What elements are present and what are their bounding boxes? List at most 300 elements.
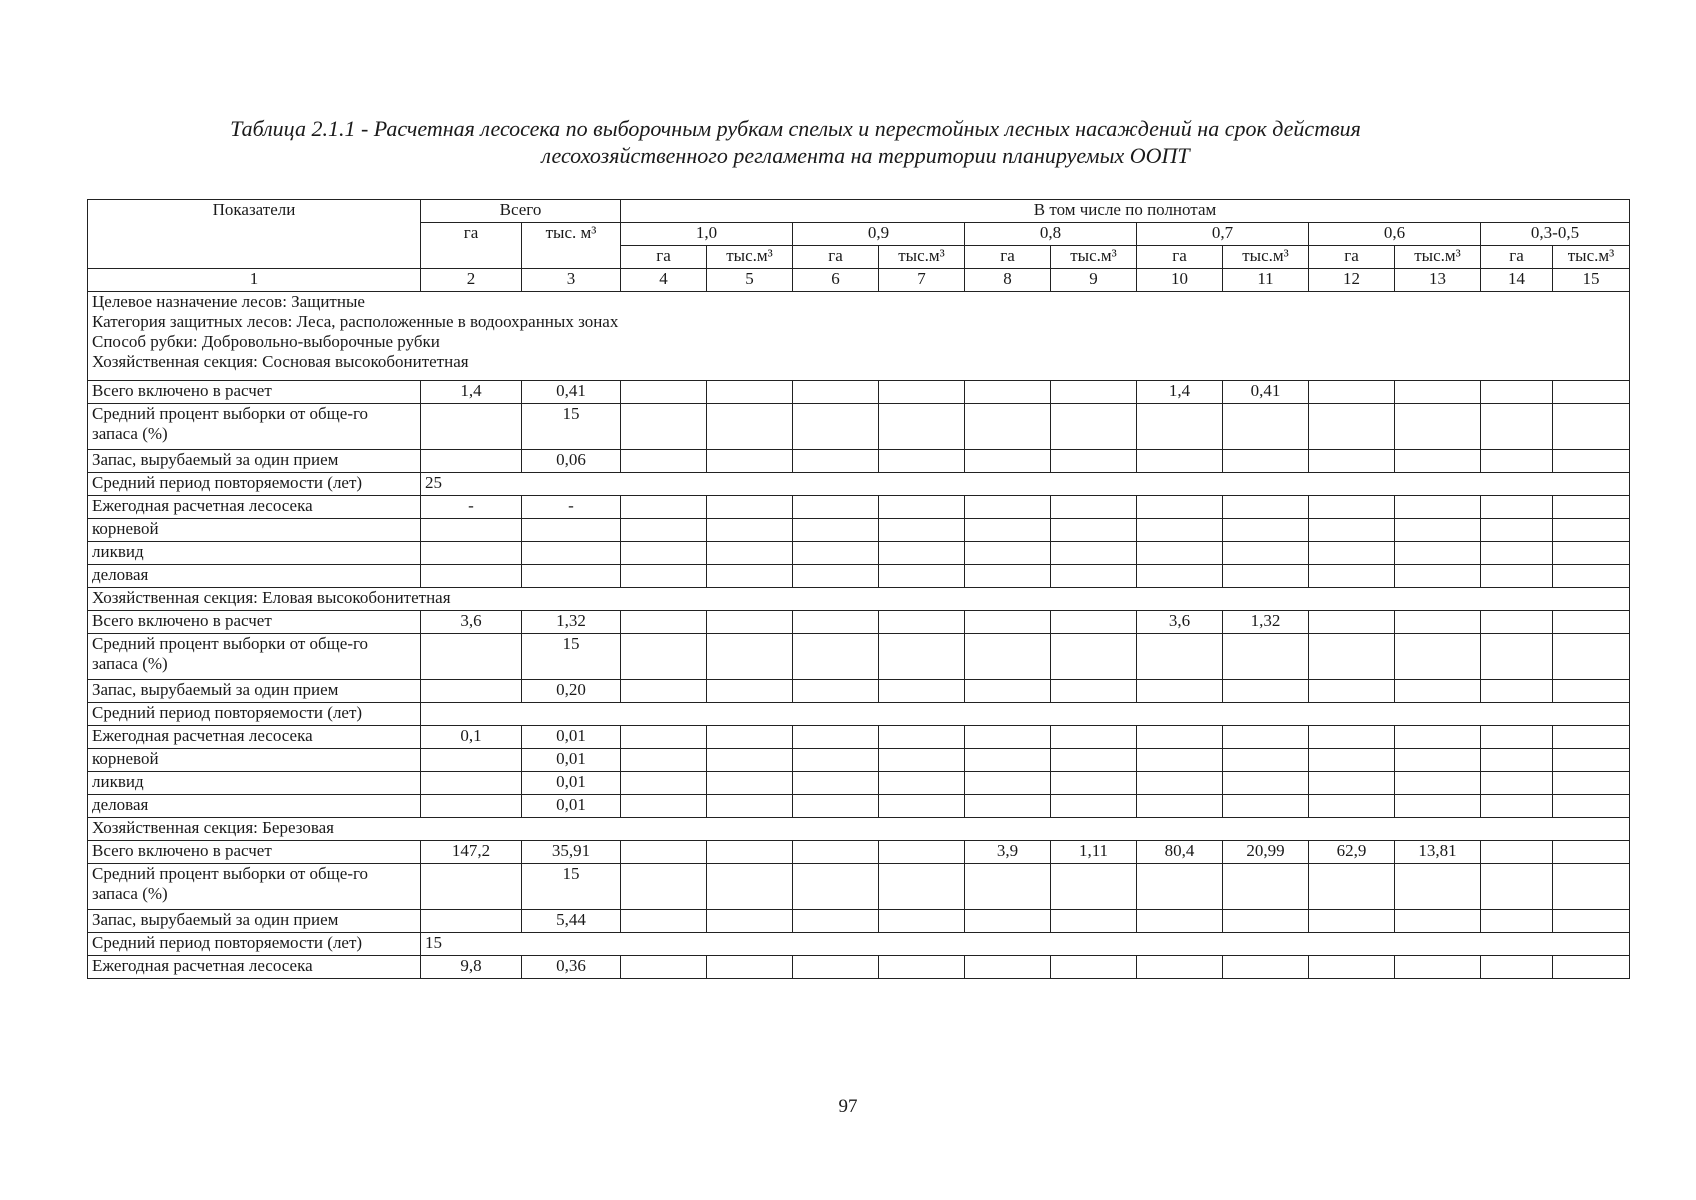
- cell-col-12: [1309, 772, 1395, 795]
- header-volume: тыс.м³: [1223, 246, 1309, 269]
- cell-col-6: [793, 519, 879, 542]
- cell-col-14: [1481, 749, 1553, 772]
- cell-col-2: [421, 542, 522, 565]
- cell-col-11: 1,32: [1223, 611, 1309, 634]
- table-row: [88, 473, 1630, 496]
- cell-col-14: [1481, 450, 1553, 473]
- cell-col-6: [793, 611, 879, 634]
- cell-col-14: [1481, 795, 1553, 818]
- column-number: 1: [88, 269, 421, 292]
- table-row: [88, 680, 1630, 703]
- cell-col-10: [1137, 680, 1223, 703]
- cell-col-15: [1553, 611, 1630, 634]
- header-total: Всего: [421, 200, 621, 223]
- cell-col-4: [621, 841, 707, 864]
- column-number: 5: [707, 269, 793, 292]
- cell-col-4: [621, 381, 707, 404]
- cell-col-12: [1309, 565, 1395, 588]
- cell-col-9: [1051, 381, 1137, 404]
- cell-col-4: [621, 404, 707, 450]
- cell-col-15: [1553, 680, 1630, 703]
- table-row: [88, 450, 1630, 473]
- cell-col-13: [1395, 565, 1481, 588]
- cell-col-7: [879, 404, 965, 450]
- cell-col-7: [879, 381, 965, 404]
- column-number: 2: [421, 269, 522, 292]
- cell-col-12: [1309, 956, 1395, 979]
- row-label: Средний процент выборки от обще-го запаса (%): [88, 864, 421, 910]
- row-label: Запас, вырубаемый за один прием: [88, 910, 421, 933]
- cell-col-9: [1051, 680, 1137, 703]
- header-indicators: Показатели: [88, 200, 421, 269]
- row-label: Запас, вырубаемый за один прием: [88, 450, 421, 473]
- cell-col-9: [1051, 864, 1137, 910]
- intro-section: [92, 352, 1625, 372]
- cell-col-2: [421, 795, 522, 818]
- header-ga: га: [1137, 246, 1223, 269]
- column-number-row: [88, 269, 1630, 292]
- cell-col-6: [793, 910, 879, 933]
- cell-col-3: [522, 565, 621, 588]
- cell-col-6: [793, 496, 879, 519]
- cell-col-7: [879, 864, 965, 910]
- cell-col-7: [879, 956, 965, 979]
- cell-col-6: [793, 772, 879, 795]
- cell-col-10: 1,4: [1137, 381, 1223, 404]
- cell-col-3: -: [522, 496, 621, 519]
- cell-col-7: [879, 749, 965, 772]
- cell-col-9: [1051, 795, 1137, 818]
- cell-col-9: [1051, 749, 1137, 772]
- cell-col-4: [621, 542, 707, 565]
- cell-col-13: [1395, 542, 1481, 565]
- cell-col-4: [621, 680, 707, 703]
- table-row: [88, 726, 1630, 749]
- row-span-value: [421, 703, 1630, 726]
- cell-col-13: [1395, 611, 1481, 634]
- header-ga: га: [1481, 246, 1553, 269]
- cell-col-2: 9,8: [421, 956, 522, 979]
- header-row-1: [88, 200, 1630, 223]
- cell-col-3: 0,01: [522, 772, 621, 795]
- cell-col-11: [1223, 795, 1309, 818]
- row-label: Средний процент выборки от обще-го запаса (%): [88, 634, 421, 680]
- cell-col-13: [1395, 450, 1481, 473]
- cell-col-8: [965, 680, 1051, 703]
- cell-col-3: 0,01: [522, 795, 621, 818]
- cell-col-15: [1553, 404, 1630, 450]
- row-label: Всего включено в расчет: [88, 381, 421, 404]
- row-label: корневой: [88, 749, 421, 772]
- cell-col-2: [421, 910, 522, 933]
- cell-col-10: [1137, 542, 1223, 565]
- cell-col-12: 62,9: [1309, 841, 1395, 864]
- cell-col-2: [421, 450, 522, 473]
- cell-col-11: [1223, 496, 1309, 519]
- header-volume: тыс.м³: [707, 246, 793, 269]
- cell-col-9: [1051, 404, 1137, 450]
- cell-col-8: [965, 542, 1051, 565]
- cell-col-12: [1309, 496, 1395, 519]
- header-ga: га: [621, 246, 707, 269]
- cell-col-10: [1137, 772, 1223, 795]
- cell-col-9: [1051, 611, 1137, 634]
- cell-col-15: [1553, 956, 1630, 979]
- cell-col-7: [879, 496, 965, 519]
- column-number: 14: [1481, 269, 1553, 292]
- cell-col-8: [965, 519, 1051, 542]
- cell-col-8: [965, 864, 1051, 910]
- cell-col-12: [1309, 611, 1395, 634]
- table-row: [88, 841, 1630, 864]
- cell-col-8: [965, 749, 1051, 772]
- cell-col-9: [1051, 956, 1137, 979]
- cell-col-15: [1553, 634, 1630, 680]
- table-row: [88, 381, 1630, 404]
- cell-col-8: [965, 404, 1051, 450]
- row-label: Ежегодная расчетная лесосека: [88, 956, 421, 979]
- cell-col-15: [1553, 565, 1630, 588]
- row-label: деловая: [88, 565, 421, 588]
- cell-col-14: [1481, 519, 1553, 542]
- header-density-4: 0,7: [1137, 223, 1309, 246]
- cell-col-2: [421, 749, 522, 772]
- table-row: [88, 910, 1630, 933]
- cell-col-9: [1051, 726, 1137, 749]
- header-density-6: 0,3-0,5: [1481, 223, 1630, 246]
- cell-col-14: [1481, 496, 1553, 519]
- header-ga: га: [793, 246, 879, 269]
- cell-col-10: [1137, 726, 1223, 749]
- cell-col-10: [1137, 956, 1223, 979]
- cell-col-4: [621, 450, 707, 473]
- cell-col-5: [707, 910, 793, 933]
- cell-col-2: 3,6: [421, 611, 522, 634]
- cell-col-8: [965, 726, 1051, 749]
- cell-col-13: [1395, 910, 1481, 933]
- cell-col-9: [1051, 910, 1137, 933]
- row-label: деловая: [88, 795, 421, 818]
- header-ga: га: [965, 246, 1051, 269]
- cell-col-7: [879, 795, 965, 818]
- cell-col-15: [1553, 450, 1630, 473]
- cell-col-13: [1395, 726, 1481, 749]
- cell-col-5: [707, 772, 793, 795]
- cell-col-10: [1137, 864, 1223, 910]
- row-span-value: 25: [421, 473, 1630, 496]
- cell-col-6: [793, 864, 879, 910]
- cell-col-6: [793, 841, 879, 864]
- cell-col-13: [1395, 680, 1481, 703]
- row-label: Средний период повторяемости (лет): [88, 703, 421, 726]
- cell-col-8: [965, 450, 1051, 473]
- cell-col-12: [1309, 519, 1395, 542]
- intro-section-text: Хозяйственная секция: Сосновая высо: [92, 352, 371, 371]
- cell-col-8: [965, 634, 1051, 680]
- cell-col-13: [1395, 519, 1481, 542]
- cell-col-3: [522, 542, 621, 565]
- cell-col-15: [1553, 795, 1630, 818]
- cell-col-5: [707, 565, 793, 588]
- column-number: 15: [1553, 269, 1630, 292]
- header-density-2: 0,9: [793, 223, 965, 246]
- section-title: Хозяйственная секция: Еловая высокобонитетная: [88, 588, 1630, 611]
- cell-col-11: [1223, 565, 1309, 588]
- cell-col-7: [879, 542, 965, 565]
- cell-col-13: [1395, 381, 1481, 404]
- row-label: Ежегодная расчетная лесосека: [88, 726, 421, 749]
- cell-col-15: [1553, 910, 1630, 933]
- cell-col-10: [1137, 910, 1223, 933]
- table-row: [88, 634, 1630, 680]
- cell-col-14: [1481, 726, 1553, 749]
- cell-col-12: [1309, 726, 1395, 749]
- cell-col-5: [707, 381, 793, 404]
- column-number: 9: [1051, 269, 1137, 292]
- cell-col-7: [879, 772, 965, 795]
- cell-col-6: [793, 542, 879, 565]
- cell-col-2: [421, 772, 522, 795]
- cell-col-10: 3,6: [1137, 611, 1223, 634]
- cell-col-14: [1481, 542, 1553, 565]
- cell-col-14: [1481, 611, 1553, 634]
- column-number: 7: [879, 269, 965, 292]
- cell-col-13: [1395, 956, 1481, 979]
- cell-col-11: [1223, 956, 1309, 979]
- cell-col-3: 15: [522, 864, 621, 910]
- cell-col-7: [879, 726, 965, 749]
- cell-col-11: [1223, 726, 1309, 749]
- cell-col-13: [1395, 772, 1481, 795]
- cell-col-9: [1051, 772, 1137, 795]
- header-total-ga: га: [421, 223, 522, 269]
- column-number: 12: [1309, 269, 1395, 292]
- cell-col-13: [1395, 749, 1481, 772]
- cell-col-13: [1395, 496, 1481, 519]
- cell-col-6: [793, 381, 879, 404]
- cell-col-12: [1309, 910, 1395, 933]
- cell-col-2: [421, 519, 522, 542]
- cell-col-4: [621, 634, 707, 680]
- caption-line-1: Таблица 2.1.1 - Расчетная лесосека по выборочным рубкам спелых и перестойных лесных насаждений на срок действия: [230, 116, 1361, 141]
- header-ga: га: [1309, 246, 1395, 269]
- cell-col-15: [1553, 864, 1630, 910]
- table-row: [88, 933, 1630, 956]
- intro-purpose: Целевое назначение лесов: Защитные: [92, 292, 365, 311]
- cell-col-11: [1223, 749, 1309, 772]
- row-label: Средний период повторяемости (лет): [88, 473, 421, 496]
- section-title: Хозяйственная секция: Березовая: [88, 818, 1630, 841]
- cell-col-2: 0,1: [421, 726, 522, 749]
- cell-col-3: 0,01: [522, 749, 621, 772]
- table-row: [88, 565, 1630, 588]
- caption-line-2: лесохозяйственного регламента на территории планируемых ООПТ: [541, 143, 1190, 168]
- cell-col-5: [707, 726, 793, 749]
- cell-col-14: [1481, 910, 1553, 933]
- cell-col-2: 1,4: [421, 381, 522, 404]
- cell-col-10: [1137, 450, 1223, 473]
- cell-col-2: [421, 565, 522, 588]
- cell-col-2: 147,2: [421, 841, 522, 864]
- row-label: Запас, вырубаемый за один прием: [88, 680, 421, 703]
- cell-col-12: [1309, 864, 1395, 910]
- cell-col-9: [1051, 565, 1137, 588]
- cell-col-4: [621, 772, 707, 795]
- page-number: 97: [838, 1096, 858, 1117]
- row-label: Всего включено в расчет: [88, 841, 421, 864]
- allowable-cut-table: [87, 199, 1630, 979]
- cell-col-2: [421, 864, 522, 910]
- cell-col-9: 1,11: [1051, 841, 1137, 864]
- cell-col-5: [707, 496, 793, 519]
- cell-col-5: [707, 956, 793, 979]
- cell-col-14: [1481, 381, 1553, 404]
- cell-col-14: [1481, 634, 1553, 680]
- section-title-row: [88, 818, 1630, 841]
- cell-col-6: [793, 726, 879, 749]
- cell-col-3: 0,20: [522, 680, 621, 703]
- column-number: 11: [1223, 269, 1309, 292]
- cell-col-14: [1481, 680, 1553, 703]
- table-row: [88, 404, 1630, 450]
- table-row: [88, 772, 1630, 795]
- cell-col-9: [1051, 496, 1137, 519]
- cell-col-6: [793, 565, 879, 588]
- cell-col-6: [793, 795, 879, 818]
- table-row: [88, 542, 1630, 565]
- cell-col-6: [793, 749, 879, 772]
- cell-col-2: -: [421, 496, 522, 519]
- header-volume: тыс.м³: [879, 246, 965, 269]
- cell-col-5: [707, 864, 793, 910]
- cell-col-7: [879, 565, 965, 588]
- table-caption: [0, 115, 1696, 169]
- cell-col-3: 35,91: [522, 841, 621, 864]
- cell-col-9: [1051, 542, 1137, 565]
- cell-col-14: [1481, 772, 1553, 795]
- cell-col-11: [1223, 542, 1309, 565]
- cell-col-5: [707, 519, 793, 542]
- column-number: 13: [1395, 269, 1481, 292]
- cell-col-2: [421, 680, 522, 703]
- cell-col-6: [793, 404, 879, 450]
- cell-col-4: [621, 496, 707, 519]
- cell-col-11: [1223, 634, 1309, 680]
- header-volume: тыс.м³: [1395, 246, 1481, 269]
- table-row: [88, 864, 1630, 910]
- cell-col-11: [1223, 864, 1309, 910]
- cell-col-10: [1137, 749, 1223, 772]
- cell-col-15: [1553, 749, 1630, 772]
- row-label: корневой: [88, 519, 421, 542]
- cell-col-12: [1309, 542, 1395, 565]
- cell-col-5: [707, 634, 793, 680]
- cell-col-8: 3,9: [965, 841, 1051, 864]
- cell-col-9: [1051, 519, 1137, 542]
- cell-col-14: [1481, 404, 1553, 450]
- cell-col-8: [965, 772, 1051, 795]
- cell-col-5: [707, 795, 793, 818]
- cell-col-11: [1223, 910, 1309, 933]
- cell-col-13: [1395, 795, 1481, 818]
- cell-col-3: 15: [522, 634, 621, 680]
- cell-col-3: 5,44: [522, 910, 621, 933]
- cell-col-5: [707, 749, 793, 772]
- cell-col-14: [1481, 565, 1553, 588]
- cell-col-11: [1223, 680, 1309, 703]
- cell-col-8: [965, 565, 1051, 588]
- cell-col-4: [621, 519, 707, 542]
- section-title-row: [88, 588, 1630, 611]
- cell-col-6: [793, 450, 879, 473]
- cell-col-14: [1481, 841, 1553, 864]
- cell-col-9: [1051, 450, 1137, 473]
- row-label: Всего включено в расчет: [88, 611, 421, 634]
- cell-col-5: [707, 841, 793, 864]
- cell-col-3: 0,01: [522, 726, 621, 749]
- column-number: 4: [621, 269, 707, 292]
- column-number: 3: [522, 269, 621, 292]
- cell-col-3: 0,41: [522, 381, 621, 404]
- cell-col-6: [793, 680, 879, 703]
- cell-col-5: [707, 611, 793, 634]
- cell-col-15: [1553, 726, 1630, 749]
- cell-col-9: [1051, 634, 1137, 680]
- cell-col-5: [707, 404, 793, 450]
- cell-col-3: 1,32: [522, 611, 621, 634]
- cell-col-7: [879, 680, 965, 703]
- cell-col-12: [1309, 381, 1395, 404]
- cell-col-10: 80,4: [1137, 841, 1223, 864]
- cell-col-15: [1553, 496, 1630, 519]
- header-density-5: 0,6: [1309, 223, 1481, 246]
- cell-col-8: [965, 795, 1051, 818]
- header-volume: тыс.м³: [1553, 246, 1630, 269]
- cell-col-15: [1553, 519, 1630, 542]
- cell-col-13: [1395, 404, 1481, 450]
- cell-col-7: [879, 841, 965, 864]
- cell-col-11: 20,99: [1223, 841, 1309, 864]
- cell-col-4: [621, 611, 707, 634]
- cell-col-8: [965, 496, 1051, 519]
- cell-col-4: [621, 910, 707, 933]
- cell-col-6: [793, 634, 879, 680]
- header-density-3: 0,8: [965, 223, 1137, 246]
- cell-col-8: [965, 611, 1051, 634]
- intro-category: Категория защитных лесов: Леса, расположенные в водоохранных зонах: [92, 312, 619, 331]
- cell-col-15: [1553, 381, 1630, 404]
- cell-col-3: 15: [522, 404, 621, 450]
- header-by-density: В том числе по полнотам: [621, 200, 1630, 223]
- cell-col-4: [621, 795, 707, 818]
- cell-col-15: [1553, 542, 1630, 565]
- header-density-1: 1,0: [621, 223, 793, 246]
- cell-col-12: [1309, 795, 1395, 818]
- table-row: [88, 795, 1630, 818]
- row-label: Средний процент выборки от обще-го запаса (%): [88, 404, 421, 450]
- cell-col-4: [621, 726, 707, 749]
- cell-col-14: [1481, 956, 1553, 979]
- cell-col-12: [1309, 680, 1395, 703]
- column-number: 6: [793, 269, 879, 292]
- cell-col-2: [421, 404, 522, 450]
- cell-col-14: [1481, 864, 1553, 910]
- cell-col-12: [1309, 450, 1395, 473]
- cell-col-11: [1223, 772, 1309, 795]
- table-row: [88, 749, 1630, 772]
- column-number: 8: [965, 269, 1051, 292]
- table-row: [88, 496, 1630, 519]
